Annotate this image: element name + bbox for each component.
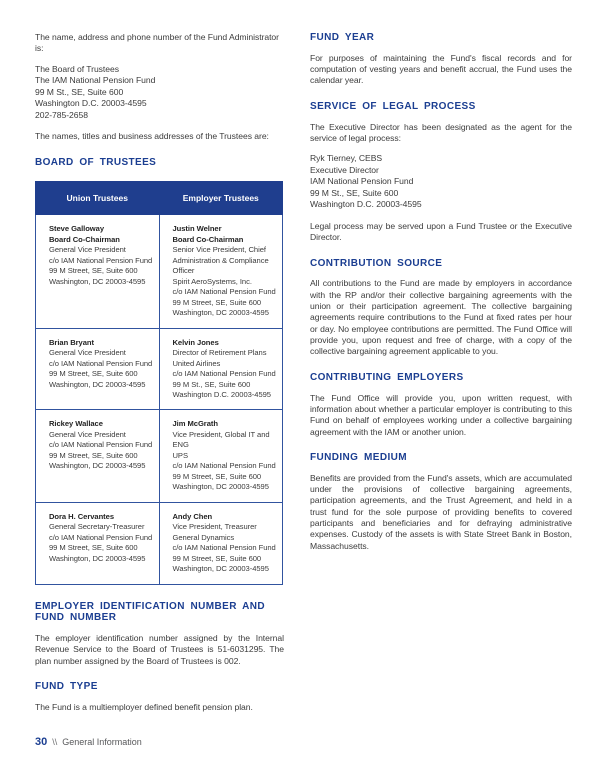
section-paragraph: All contributions to the Fund are made by employers in accordance with the RP and/or their collective bargaining agreements with the union or their participation agreement. The collective bargaining agreements require contributions to the Fund at fixed rates per hour or day. No employee contributions are permitted. The Fund Office will provide you, upon request and free of charge, with a copy of the collective bargaining agreement applicable to you. [310, 278, 572, 357]
trustee-detail-line: Washington, DC 20003-4595 [49, 379, 146, 389]
union-trustees-column-header: Union Trustees [36, 182, 160, 215]
trustee-detail-line: c/o IAM National Pension Fund [49, 440, 153, 450]
trustee-name-line: Justin Welner [172, 224, 222, 234]
trustee-detail-line: Washington, DC 20003-4595 [49, 276, 146, 286]
trustee-detail-line: Vice President, Global IT and ENG [172, 429, 270, 450]
trustees-table [35, 181, 283, 584]
trustee-detail-line: Administration & Compliance Officer [172, 255, 269, 276]
trustee-detail-line: 99 M Street, SE, Suite 600 [172, 553, 262, 563]
section-heading: SERVICE OF LEGAL PROCESS [310, 100, 476, 112]
trustee-detail-line: 99 M Street, SE, Suite 600 [49, 266, 138, 276]
trustee-table-row [36, 215, 283, 328]
footer-section-label: General Information [62, 737, 142, 747]
trustee-detail-line: Washington, DC 20003-4595 [49, 461, 146, 471]
trustee-detail-line: 99 M Street, SE, Suite 600 [49, 543, 138, 553]
page-footer [35, 736, 142, 748]
legal-process-address [310, 153, 572, 211]
trustee-name-line: Board Co-Chairman [49, 234, 120, 244]
administrator-address [35, 64, 284, 122]
employer-trustee-cell [159, 410, 283, 502]
address-line: Executive Director [310, 164, 379, 175]
trustee-detail-line: c/o IAM National Pension Fund [49, 532, 153, 542]
section-paragraph: The Fund Office will provide you, upon written request, with information about whether a particular employer is contributing to this Fund on behalf of employees working under a collective bargaining agreement with the IAM or another union. [310, 392, 572, 437]
address-line: IAM National Pension Fund [310, 176, 414, 187]
left-column [35, 32, 284, 722]
trustee-detail-line: Vice President, Treasurer [172, 522, 257, 532]
fund-type-heading: FUND TYPE [35, 681, 98, 693]
trustee-detail-line: United Airlines [172, 358, 221, 368]
ein-paragraph: The employer identification number assigned by the Internal Revenue Service to the Board of Trustees is 51-6031295. The plan number assigned by the Board of Trustees is 002. [35, 633, 284, 666]
trustee-detail-line: c/o IAM National Pension Fund [49, 255, 153, 265]
section-heading: FUND YEAR [310, 32, 375, 43]
section-heading: CONTRIBUTION SOURCE [310, 257, 443, 269]
trustee-detail-line: Director of Retirement Plans [172, 348, 267, 358]
trustee-detail-line: Senior Vice President, Chief [172, 245, 266, 255]
employer-trustee-cell [159, 215, 283, 328]
address-line: Ryk Tierney, CEBS [310, 153, 383, 164]
trustee-detail-line: 99 M Street, SE, Suite 600 [172, 471, 262, 481]
trustee-detail-line: Washington, DC 20003-4595 [172, 564, 269, 574]
employer-trustee-cell [159, 502, 283, 584]
union-trustee-cell [36, 502, 160, 584]
trustee-name-line: Kelvin Jones [172, 337, 219, 347]
section-heading: CONTRIBUTING EMPLOYERS [310, 371, 464, 383]
trustees-table-header [36, 182, 283, 215]
trustee-name-line: Rickey Wallace [49, 419, 103, 429]
trustee-table-row [36, 328, 283, 410]
section-paragraph: Benefits are provided from the Fund's assets, which are accumulated under the provisions of collective bargaining agreements, participation agreements, and the Trust Agreement, and held in a trust fund for the sole purpose of providing benefits to covered participants and beneficiaries and for defraying administrative expenses. Custody of the assets is with State Street Bank in Boston, Massachusetts. [310, 472, 572, 551]
address-line: 202-785-2658 [35, 109, 88, 120]
trustees-intro: The names, titles and business addresses of the Trustees are: [35, 131, 269, 142]
union-trustee-cell [36, 328, 160, 410]
trustee-detail-line: UPS [172, 450, 188, 460]
trustee-detail-line: Washington, DC 20003-4595 [172, 308, 269, 318]
section-paragraph: Legal process may be served upon a Fund Trustee or the Executive Director. [310, 220, 572, 243]
administrator-intro: The name, address and phone number of the Fund Administrator is: [35, 32, 279, 54]
footer-separator: \\ [52, 737, 58, 747]
address-line: 99 M St., SE, Suite 600 [35, 86, 124, 97]
trustee-table-row [36, 410, 283, 502]
address-line: 99 M St., SE, Suite 600 [310, 187, 399, 198]
trustee-name-line: Brian Bryant [49, 337, 94, 347]
trustee-name-line: Jim McGrath [172, 419, 218, 429]
address-line: Washington D.C. 20003-4595 [35, 98, 147, 109]
trustee-detail-line: 99 M Street, SE, Suite 600 [172, 297, 262, 307]
trustee-name-line: Steve Galloway [49, 224, 105, 234]
right-column [310, 32, 572, 722]
section-paragraph: For purposes of maintaining the Fund's fiscal records and for computation of vesting years and benefit accrual, the Fund uses the calendar year. [310, 52, 572, 86]
union-trustee-cell [36, 410, 160, 502]
trustee-detail-line: General Vice President [49, 245, 126, 255]
trustee-detail-line: c/o IAM National Pension Fund [172, 543, 276, 553]
trustee-table-row [36, 502, 283, 584]
trustee-detail-line: General Vice President [49, 348, 126, 358]
trustee-detail-line: Washington, DC 20003-4595 [49, 553, 146, 563]
trustee-detail-line: Washington, DC 20003-4595 [172, 482, 269, 492]
trustee-detail-line: Spirit AeroSystems, Inc. [172, 276, 252, 286]
board-of-trustees-heading: BOARD OF TRUSTEES [35, 156, 157, 168]
trustee-detail-line: General Vice President [49, 429, 126, 439]
employer-trustees-column-header: Employer Trustees [159, 182, 283, 215]
trustee-name-line: Dora H. Cervantes [49, 511, 114, 521]
trustee-detail-line: Washington D.C. 20003-4595 [172, 389, 271, 399]
union-trustee-cell [36, 215, 160, 328]
address-line: The Board of Trustees [35, 63, 119, 74]
address-line: The IAM National Pension Fund [35, 75, 156, 86]
trustee-name-line: Andy Chen [172, 511, 213, 521]
trustee-detail-line: c/o IAM National Pension Fund [49, 358, 153, 368]
trustee-detail-line: 99 M Street, SE, Suite 600 [49, 450, 138, 460]
trustee-detail-line: General Secretary-Treasurer [49, 522, 145, 532]
ein-heading: EMPLOYER IDENTIFICATION NUMBER AND FUND NUMBER [35, 600, 265, 624]
fund-type-paragraph: The Fund is a multiemployer defined benefit pension plan. [35, 701, 253, 712]
trustee-name-line: Board Co-Chairman [172, 234, 244, 244]
trustee-detail-line: c/o IAM National Pension Fund [172, 369, 276, 379]
trustee-detail-line: 99 M St., SE, Suite 600 [172, 379, 251, 389]
trustee-detail-line: General Dynamics [172, 532, 235, 542]
page-number: 30 [35, 736, 48, 748]
trustee-detail-line: c/o IAM National Pension Fund [172, 461, 276, 471]
section-heading: FUNDING MEDIUM [310, 451, 407, 463]
address-line: Washington D.C. 20003-4595 [310, 199, 422, 210]
employer-trustee-cell [159, 328, 283, 410]
trustee-detail-line: c/o IAM National Pension Fund [172, 287, 276, 297]
section-paragraph: The Executive Director has been designated as the agent for the service of legal process: [310, 121, 572, 143]
trustee-detail-line: 99 M Street, SE, Suite 600 [49, 369, 138, 379]
